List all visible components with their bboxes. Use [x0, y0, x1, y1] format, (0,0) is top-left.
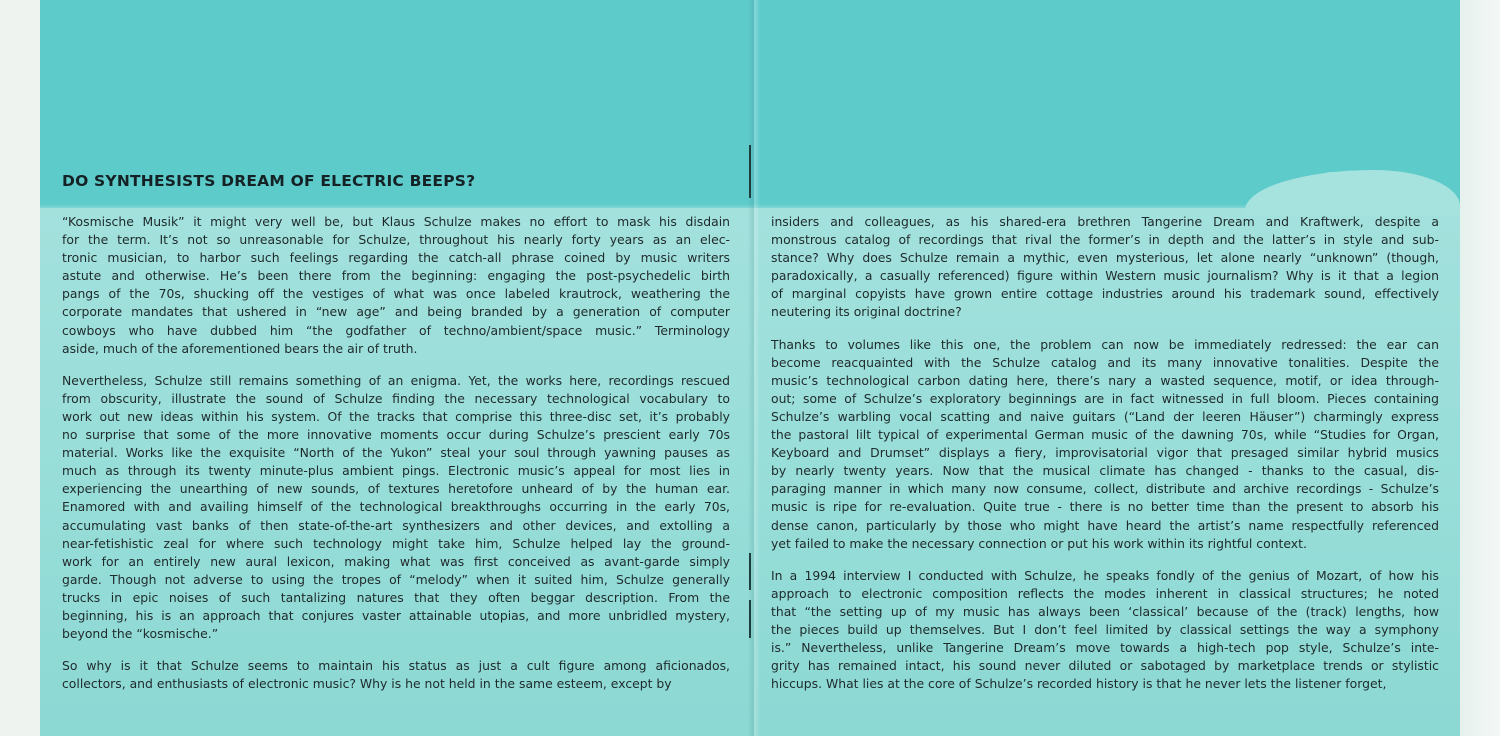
text-line: accumulating vast banks of then state-of-the-art synthesizers and other devices, and extolling a [62, 517, 730, 533]
booklet-spread [40, 0, 1460, 736]
text-line: the pieces build up themselves. But I don’t feel limited by classical settings the way a symphony [771, 621, 1439, 637]
text-line: trucks in epic noises of such tantalizing natures that they often beggar description. From the [62, 589, 730, 605]
text-line: collectors, and enthusiasts of electronic music? Why is he not held in the same esteem, except by [62, 676, 672, 692]
paragraph [62, 213, 730, 358]
text-line: that “the setting up of my music has always been ‘classical’ because of the (track) lengths, how [771, 603, 1439, 619]
ink-splash [1245, 170, 1460, 215]
page-edge [1460, 0, 1500, 736]
text-line: insiders and colleagues, as his shared-era brethren Tangerine Dream and Kraftwerk, despite a [771, 214, 1439, 229]
text-line: beyond the “kosmische.” [62, 626, 219, 642]
text-line: aside, much of the aforementioned bears the air of truth. [62, 340, 418, 356]
text-line: yet failed to make the necessary connection or put his work within its rightful context. [771, 535, 1307, 551]
paragraph [771, 213, 1439, 322]
staple-bottom-b [749, 600, 751, 638]
text-line: no surprise that some of the more innovative moments occur during Schulze’s prescient early 70s [62, 427, 730, 443]
text-line: pangs of the 70s, shucking off the vestiges of what was once labeled krautrock, weathering the [62, 286, 730, 302]
paragraph [62, 372, 730, 643]
text-line: paradoxically, a casually referenced) figure within Western music journalism? Why is it that a legion [771, 268, 1439, 284]
text-line: neutering its original doctrine? [771, 304, 962, 320]
text-line: astute and otherwise. He’s been there from the beginning: engaging the post-psychedelic birth [62, 268, 730, 284]
text-line: out; some of Schulze’s exploratory beginnings are in fact witnessed in full bloom. Pieces containing [771, 390, 1439, 406]
text-line: much as through its twenty minute-plus ambient pings. Electronic music’s appeal for most lies in [62, 463, 730, 479]
text-line: work out new ideas within his system. Of the tracks that comprise this three-disc set, it’s probably [62, 408, 730, 424]
staple-bottom-a [749, 553, 751, 590]
text-line: approach to electronic composition reflects the modes inherent in classical structures; he noted [771, 585, 1439, 601]
text-line: from obscurity, illustrate the sound of Schulze finding the necessary technological vocabulary to [62, 390, 730, 406]
text-line: “Kosmische Musik” it might very well be, but Klaus Schulze makes no effort to mask his disdain [62, 214, 730, 229]
text-line: In a 1994 interview I conducted with Schulze, he speaks fondly of the genius of Mozart, of how his [771, 567, 1439, 583]
text-line: hiccups. What lies at the core of Schulze’s recorded history is that he never lets the listener forget, [771, 676, 1387, 692]
text-line: stance? Why does Schulze remain a mythic, even mysterious, let alone nearly “unknown” (though, [771, 250, 1439, 266]
text-line: near-fetishistic zeal for where such technology might take him, Schulze helped lay the ground- [62, 535, 730, 551]
text-line: paraging manner in which many now consume, collect, distribute and archive recordings - Schulze’s [771, 481, 1439, 497]
text-line: grity has remained intact, his sound never diluted or sabotaged by marketplace trends or stylistic [771, 658, 1439, 674]
article-heading: DO SYNTHESISTS DREAM OF ELECTRIC BEEPS? [62, 172, 476, 190]
paragraph [771, 567, 1439, 694]
staple-top [749, 145, 751, 198]
text-line: for the term. It’s not so unreasonable for Schulze, throughout his nearly forty years as an elec- [62, 232, 730, 248]
text-line: of marginal copyists have grown entire cottage industries around his trademark sound, effectively [771, 286, 1439, 302]
paragraph [62, 657, 730, 693]
text-line: the pastoral lilt typical of experimental German music of the dawning 70s, while “Studies for Organ, [771, 427, 1439, 443]
text-line: corporate mandates that ushered in “new age” and being branded by a generation of computer [62, 304, 730, 320]
text-line: music’s technological carbon dating here, there’s nary a wasted sequence, motif, or idea through- [771, 372, 1439, 388]
text-line: So why is it that Schulze seems to maintain his status as just a cult figure among aficionados, [62, 658, 730, 674]
left-column [62, 213, 730, 707]
text-line: material. Works like the exquisite “North of the Yukon” steal your soul through yawning pauses as [62, 445, 730, 461]
text-line: tronic musician, to harbor such feelings regarding the catch-all phrase coined by music writers [62, 250, 730, 266]
text-line: Thanks to volumes like this one, the problem can now be immediately redressed: the ear can [771, 336, 1439, 352]
text-line: dense canon, particularly by those who might have heard the artist’s name respectfully referenced [771, 517, 1439, 533]
text-line: garde. Though not adverse to using the tropes of “melody” when it suited him, Schulze generally [62, 571, 730, 587]
paragraph [771, 336, 1439, 553]
text-line: music is ripe for re-evaluation. Quite true - there is no better time than the present to absorb his [771, 499, 1439, 515]
text-line: experiencing the unearthing of new sounds, of textures heretofore unheard of by the human ear. [62, 481, 730, 497]
text-line: Schulze’s warbling vocal scatting and naive guitars (“Land der leeren Häuser”) charmingly express [771, 408, 1439, 424]
text-line: beginning, his is an approach that conjures vaster attainable utopias, and more unbridled mystery, [62, 607, 730, 623]
text-line: Enamored with and availing himself of the technological breakthroughs occurring in the early 70s, [62, 499, 730, 515]
text-line: work for an entirely new aural lexicon, making what was first conceived as avant-garde simply [62, 553, 730, 569]
text-line: is.” Nevertheless, unlike Tangerine Dream’s move towards a high-tech pop style, Schulze’s inte- [771, 640, 1439, 656]
text-line: monstrous catalog of recordings that rival the former’s in depth and the latter’s in style and sub- [771, 232, 1439, 248]
text-line: by nearly twenty years. Now that the musical climate has changed - thanks to the casual, dis- [771, 463, 1439, 479]
text-line: Nevertheless, Schulze still remains something of an enigma. Yet, the works here, recordings rescued [62, 372, 730, 388]
text-line: become reacquainted with the Schulze catalog and its many innovative tonalities. Despite the [771, 354, 1439, 370]
text-line: cowboys who have dubbed him “the godfather of techno/ambient/space music.” Terminology [62, 322, 730, 338]
right-column [771, 213, 1439, 707]
ink-splash-peak [1315, 172, 1347, 202]
text-line: Keyboard and Drumset” displays a fiery, improvisatorial vigor that presaged similar hybrid musics [771, 445, 1439, 461]
